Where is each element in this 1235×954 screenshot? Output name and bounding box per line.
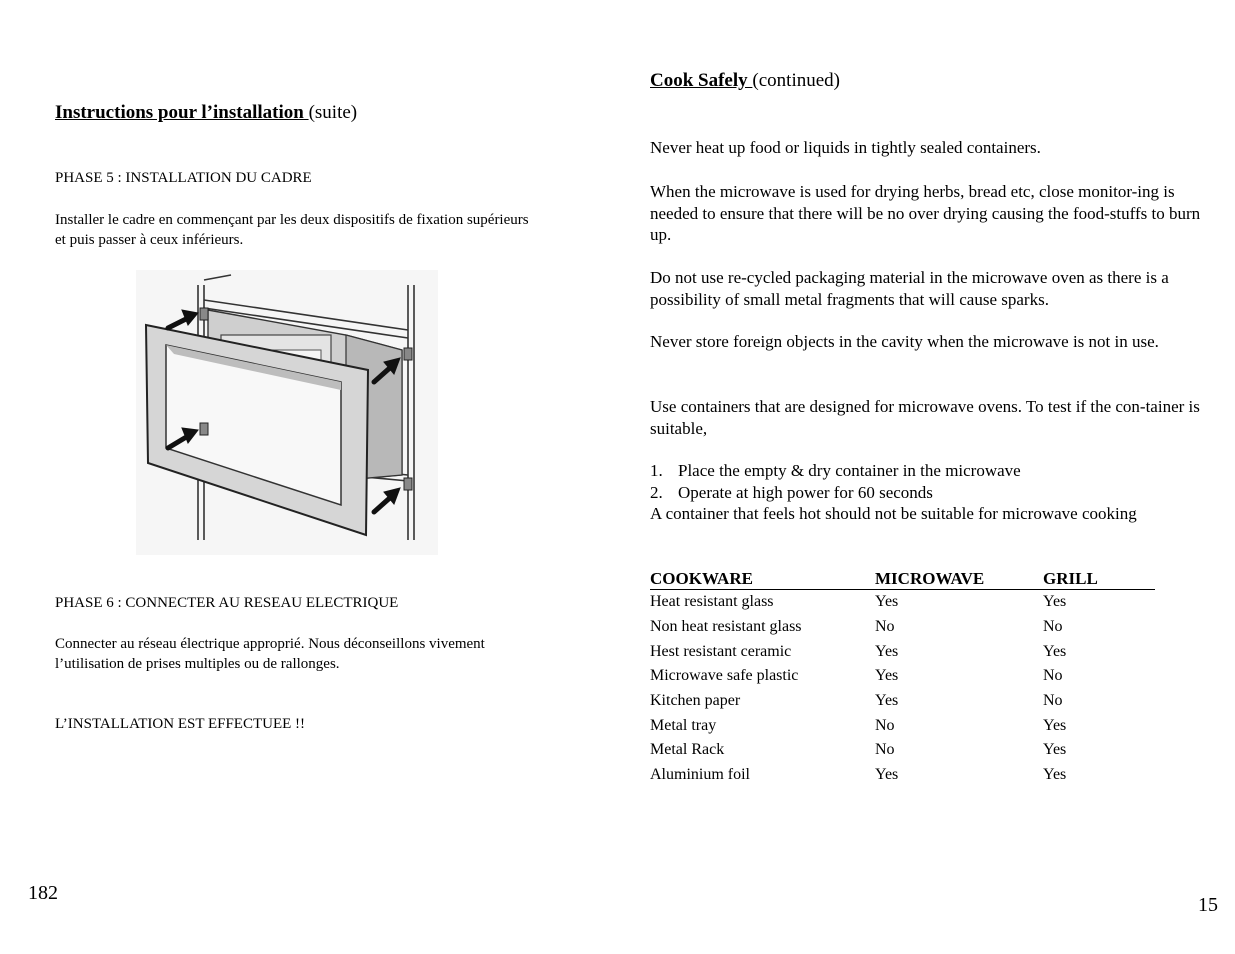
paragraph-drying: When the microwave is used for drying herbs, bread etc, close monitor-ing is needed to ensure that there will be no over drying causing the food-stuffs to burn up. [650, 182, 1201, 244]
table-header-row [650, 567, 1155, 590]
table-row: Non heat resistant glass No No [650, 618, 1063, 636]
paragraph-foreign-objects: Never store foreign objects in the cavity when the microwave is not in use. [650, 332, 1159, 351]
steps-note: A container that feels hot should not be suitable for microwave cooking [650, 504, 1137, 523]
table-row: Metal Rack No Yes [650, 741, 1067, 759]
phase5-title: PHASE 5 : INSTALLATION DU CADRE [55, 170, 312, 186]
table-row: Microwave safe plastic Yes No [650, 667, 1063, 685]
table-row: Metal tray No Yes [650, 716, 1067, 734]
phase5-text: Installer le cadre en commençant par les deux dispositifs de fixation supérieurs et puis passer à ceux inférieurs. [55, 212, 529, 248]
left-heading-rest: (suite) [308, 102, 358, 123]
column-header-cookware: COOKWARE [650, 569, 753, 588]
cookware-table [650, 567, 1155, 788]
left-page-number: 182 [28, 882, 58, 904]
right-heading-bold: Cook Safely [650, 70, 753, 91]
phase6-title: PHASE 6 : CONNECTER AU RESEAU ELECTRIQUE [55, 595, 399, 611]
right-page-number: 15 [1198, 894, 1218, 916]
left-page-heading [55, 102, 357, 124]
paragraph-recycled: Do not use re-cycled packaging material in the microwave oven as there is a possibility of small metal fragments that will cause sparks. [650, 268, 1169, 309]
table-row: Hest resistant ceramic Yes Yes [650, 642, 1067, 660]
paragraph-sealed-containers: Never heat up food or liquids in tightly sealed containers. [650, 138, 1041, 157]
column-header-grill: GRILL [1043, 569, 1098, 588]
list-item: 1. Place the empty & dry container in the microwave [650, 461, 1021, 480]
right-heading-rest: (continued) [752, 70, 840, 91]
list-item: 2. Operate at high power for 60 seconds [650, 482, 933, 502]
right-page-heading [650, 70, 840, 92]
left-heading-bold: Instructions pour l’installation [55, 102, 309, 123]
microwave-frame-installation-illustration [136, 270, 438, 555]
installation-done-text: L’INSTALLATION EST EFFECTUEE !! [55, 716, 306, 732]
table-row: Kitchen paper Yes No [650, 692, 1063, 710]
paragraph-containers: Use containers that are designed for microwave ovens. To test if the con-tainer is suitable, [650, 397, 1200, 438]
column-header-microwave: MICROWAVE [875, 569, 985, 588]
table-row: Aluminium foil Yes Yes [650, 766, 1067, 784]
table-row: Heat resistant glass Yes Yes [650, 593, 1067, 611]
phase6-text: Connecter au réseau électrique approprié. Nous déconseillons vivement l’utilisation de prises multiples ou de rallonges. [55, 636, 485, 672]
test-steps-list [650, 460, 1210, 525]
